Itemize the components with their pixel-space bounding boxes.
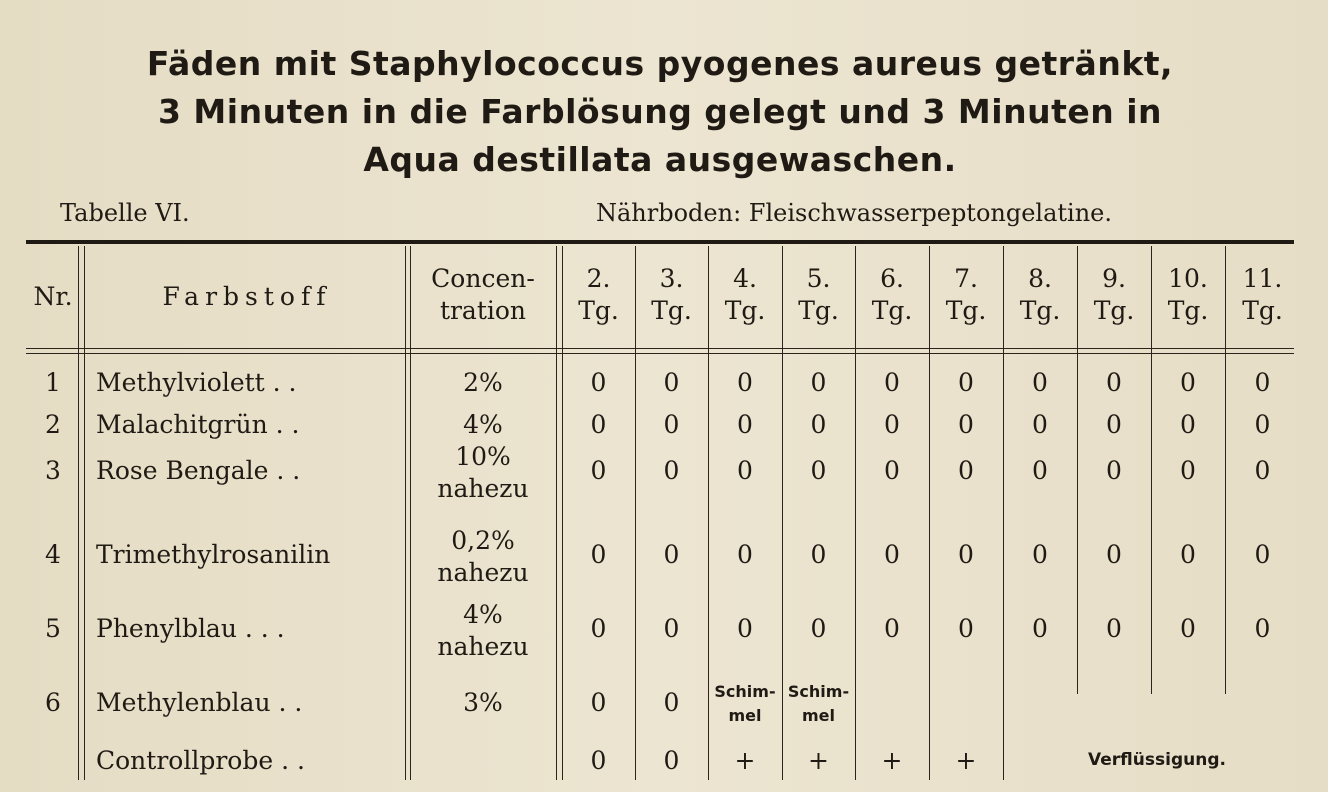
header-nr: Nr. bbox=[33, 282, 73, 311]
header-day-number: 9. bbox=[1102, 264, 1126, 293]
concentration-value: 3% bbox=[463, 688, 503, 717]
growth-value: 0 bbox=[810, 368, 827, 397]
row-number: 1 bbox=[45, 368, 61, 397]
growth-value: 0 bbox=[1254, 614, 1271, 643]
growth-value: 0 bbox=[1032, 456, 1048, 485]
growth-value: 0 bbox=[663, 410, 680, 439]
header-day-number: 11. bbox=[1242, 264, 1283, 293]
growth-value: 0 bbox=[737, 368, 753, 397]
growth-value: 0 bbox=[884, 614, 900, 643]
growth-value: 0 bbox=[1180, 614, 1196, 643]
header-rule-2 bbox=[26, 353, 1294, 354]
growth-value: 0 bbox=[1106, 410, 1122, 439]
growth-value: 0 bbox=[1180, 456, 1196, 485]
growth-value: 0 bbox=[958, 456, 974, 485]
growth-value: 0 bbox=[1032, 540, 1048, 569]
column-divider bbox=[84, 246, 85, 780]
growth-value: 0 bbox=[590, 410, 607, 439]
column-divider bbox=[1003, 246, 1004, 780]
header-concentration-2: tration bbox=[439, 296, 527, 325]
concentration-note: nahezu bbox=[437, 632, 529, 661]
growth-value: 0 bbox=[663, 368, 680, 397]
concentration-value: 2% bbox=[463, 368, 503, 397]
growth-value: 0 bbox=[884, 456, 900, 485]
header-day-number: 4. bbox=[733, 264, 757, 293]
row-number: 2 bbox=[45, 410, 61, 439]
header-day-unit: Tg. bbox=[651, 296, 692, 325]
growth-value: 0 bbox=[1180, 540, 1196, 569]
header-day-number: 2. bbox=[586, 264, 611, 293]
growth-value: 0 bbox=[810, 614, 827, 643]
mold-label: Schim- bbox=[787, 682, 850, 701]
header-day-number: 5. bbox=[806, 264, 831, 293]
header-day-unit: Tg. bbox=[1167, 296, 1209, 325]
header-farbstoff: Farbstoff bbox=[162, 282, 332, 311]
header-concentration-1: Concen- bbox=[431, 264, 535, 293]
growth-value: 0 bbox=[1254, 456, 1271, 485]
growth-value: 0 bbox=[1032, 368, 1048, 397]
liquefaction-note: Verflüssigung. bbox=[1088, 750, 1226, 770]
column-divider bbox=[929, 246, 930, 780]
growth-value: 0 bbox=[958, 614, 974, 643]
column-divider bbox=[855, 246, 856, 780]
concentration-note: nahezu bbox=[437, 474, 529, 503]
concentration-note: nahezu bbox=[437, 558, 529, 587]
title-line-2: 3 Minuten in die Farblösung gelegt und 3 Minuten in bbox=[157, 92, 1163, 131]
concentration-value: 4% bbox=[463, 600, 503, 629]
growth-value: + bbox=[808, 746, 829, 775]
growth-value: 0 bbox=[590, 368, 607, 397]
header-day-unit: Tg. bbox=[871, 296, 913, 325]
growth-value: 0 bbox=[590, 746, 607, 775]
title-line-3: Aqua destillata ausgewaschen. bbox=[363, 140, 957, 179]
growth-value: 0 bbox=[590, 540, 607, 569]
page-title bbox=[60, 40, 1260, 184]
growth-value: 0 bbox=[663, 688, 680, 717]
row-number: 5 bbox=[45, 614, 61, 643]
dye-name: Methylenblau . . bbox=[96, 688, 303, 717]
medium-label: Nährboden: Fleischwasserpeptongelatine. bbox=[596, 199, 1113, 227]
column-divider bbox=[556, 246, 557, 780]
header-day-unit: Tg. bbox=[1019, 296, 1061, 325]
row-number: 4 bbox=[45, 540, 61, 569]
growth-value: 0 bbox=[884, 368, 900, 397]
dye-name: Rose Bengale . . bbox=[96, 456, 301, 485]
growth-value: 0 bbox=[1180, 410, 1196, 439]
growth-value: 0 bbox=[737, 540, 753, 569]
growth-value: 0 bbox=[884, 540, 900, 569]
header-day-unit: Tg. bbox=[1242, 296, 1283, 325]
growth-value: + bbox=[734, 746, 756, 775]
growth-value: 0 bbox=[737, 456, 753, 485]
header-day-number: 8. bbox=[1028, 264, 1052, 293]
header-day-number: 7. bbox=[954, 264, 978, 293]
growth-value: 0 bbox=[810, 540, 827, 569]
header-day-number: 10. bbox=[1168, 264, 1208, 293]
growth-value: 0 bbox=[1254, 410, 1271, 439]
table-label: Tabelle VI. bbox=[60, 199, 190, 227]
header-day-unit: Tg. bbox=[945, 296, 987, 325]
concentration-value: 4% bbox=[463, 410, 503, 439]
growth-value: 0 bbox=[958, 540, 974, 569]
growth-value: 0 bbox=[1032, 614, 1048, 643]
header-rule bbox=[26, 348, 1294, 349]
growth-value: 0 bbox=[1106, 614, 1122, 643]
growth-value: 0 bbox=[1180, 368, 1196, 397]
growth-value: 0 bbox=[663, 456, 680, 485]
dye-name: Phenylblau . . . bbox=[96, 614, 285, 643]
growth-value: 0 bbox=[1106, 456, 1122, 485]
header-day-unit: Tg. bbox=[724, 296, 766, 325]
header-day-number: 6. bbox=[880, 264, 904, 293]
growth-value: 0 bbox=[590, 614, 607, 643]
growth-value: 0 bbox=[1254, 368, 1271, 397]
table-top-rule bbox=[26, 240, 1294, 244]
growth-value: + bbox=[955, 746, 977, 775]
header-day-unit: Tg. bbox=[1093, 296, 1135, 325]
mold-label: mel bbox=[728, 706, 762, 725]
growth-value: 0 bbox=[1106, 368, 1122, 397]
dye-name: Methylviolett . . bbox=[96, 368, 297, 397]
growth-value: 0 bbox=[663, 614, 680, 643]
header-day-unit: Tg. bbox=[578, 296, 619, 325]
growth-value: 0 bbox=[958, 368, 974, 397]
growth-value: 0 bbox=[737, 614, 753, 643]
concentration-value: 10% bbox=[455, 442, 511, 471]
growth-value: 0 bbox=[1032, 410, 1048, 439]
dye-name: Controllprobe . . bbox=[96, 746, 305, 775]
growth-value: 0 bbox=[663, 746, 680, 775]
dye-name: Malachitgrün . . bbox=[96, 410, 300, 439]
header-day-number: 3. bbox=[659, 264, 684, 293]
mold-label: Schim- bbox=[714, 682, 776, 701]
mold-label: mel bbox=[801, 706, 835, 725]
growth-value: 0 bbox=[590, 456, 607, 485]
growth-value: 0 bbox=[1254, 540, 1271, 569]
growth-value: + bbox=[881, 746, 903, 775]
growth-value: 0 bbox=[737, 410, 753, 439]
growth-value: 0 bbox=[590, 688, 607, 717]
header-day-unit: Tg. bbox=[798, 296, 839, 325]
growth-value: 0 bbox=[958, 410, 974, 439]
row-number: 6 bbox=[45, 688, 61, 717]
growth-value: 0 bbox=[1106, 540, 1122, 569]
concentration-value: 0,2% bbox=[451, 526, 515, 555]
row-number: 3 bbox=[45, 456, 61, 485]
growth-value: 0 bbox=[663, 540, 680, 569]
growth-value: 0 bbox=[810, 410, 827, 439]
growth-value: 0 bbox=[884, 410, 900, 439]
title-line-1: Fäden mit Staphylococcus pyogenes aureus getränkt, bbox=[146, 44, 1174, 83]
dye-name: Trimethylrosanilin bbox=[96, 540, 331, 569]
growth-value: 0 bbox=[810, 456, 827, 485]
